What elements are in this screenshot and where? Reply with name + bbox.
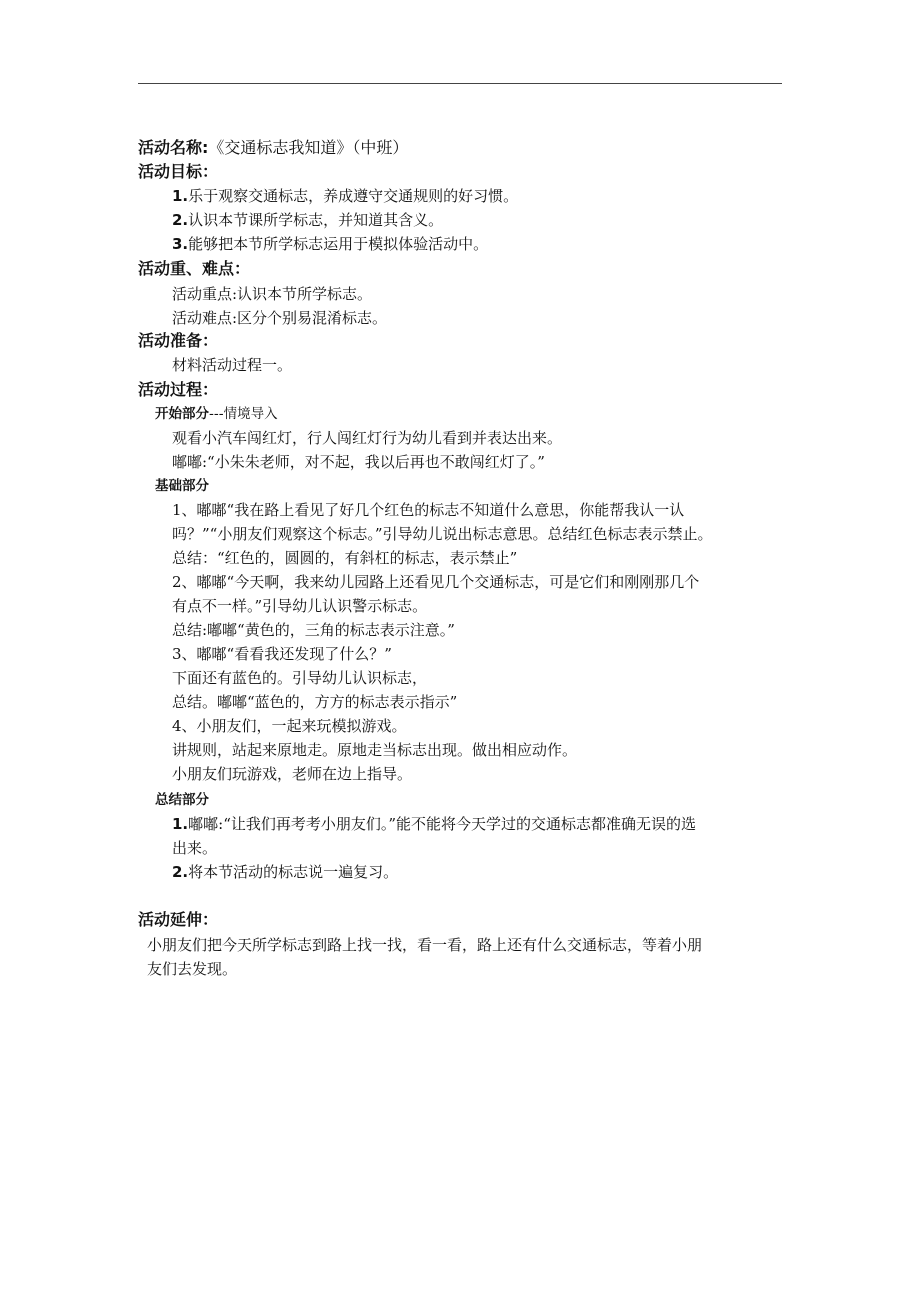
basic-line: 2、嘟嘟“今天啊，我来幼儿园路上还看见几个交通标志，可是它们和刚刚那几个 bbox=[172, 573, 700, 591]
focus-key: 活动重点:认识本节所学标志。 bbox=[172, 285, 373, 303]
header-rule bbox=[138, 83, 782, 84]
summary-item-2: 2.将本节活动的标志说一遍复习。 bbox=[172, 863, 399, 881]
basic-line: 小朋友们玩游戏，老师在边上指导。 bbox=[172, 765, 413, 783]
goal-item-2: 2.认识本节课所学标志，并知道其含义。 bbox=[172, 211, 444, 229]
activity-title-label: 活动名称: bbox=[138, 138, 209, 157]
basic-line: 总结：“红色的，圆圆的，有斜杠的标志，表示禁止” bbox=[172, 549, 518, 567]
basic-line: 1、嘟嘟“我在路上看见了好几个红色的标志不知道什么意思，你能帮我认一认 bbox=[172, 501, 685, 519]
extension-line-2: 友们去发现。 bbox=[147, 960, 238, 978]
summary-item-1: 1.嘟嘟:“让我们再考考小朋友们。”能不能将今天学过的交通标志都准确无误的选 bbox=[172, 815, 697, 833]
activity-title-text: 《交通标志我知道》（中班） bbox=[208, 138, 409, 157]
activity-title-line bbox=[138, 138, 408, 158]
basic-line: 4、小朋友们，一起来玩模拟游戏。 bbox=[172, 717, 407, 735]
summary-section-title: 总结部分 bbox=[155, 792, 209, 808]
process-heading: 活动过程： bbox=[138, 380, 219, 399]
basic-line: 讲规则，站起来原地走。原地走当标志出现。做出相应动作。 bbox=[172, 741, 578, 759]
focus-heading: 活动重、难点： bbox=[138, 259, 251, 278]
basic-line: 有点不一样。”引导幼儿认识警示标志。 bbox=[172, 597, 428, 615]
basic-line: 吗？”“小朋友们观察这个标志。”引导幼儿说出标志意思。总结红色标志表示禁止。 bbox=[172, 525, 713, 543]
prep-heading: 活动准备： bbox=[138, 331, 219, 350]
goals-heading: 活动目标： bbox=[138, 162, 219, 181]
goal-item-1: 1.乐于观察交通标志，养成遵守交通规则的好习惯。 bbox=[172, 187, 519, 205]
prep-text: 材料活动过程一。 bbox=[172, 356, 293, 374]
extension-heading: 活动延伸： bbox=[138, 910, 219, 929]
basic-line: 总结:嘟嘟“黄色的，三角的标志表示注意。” bbox=[172, 621, 455, 639]
focus-difficulty: 活动难点:区分个别易混淆标志。 bbox=[172, 309, 388, 327]
intro-section-title: 开始部分---情境导入 bbox=[155, 406, 278, 422]
basic-section-title: 基础部分 bbox=[155, 478, 209, 494]
extension-line-1: 小朋友们把今天所学标志到路上找一找，看一看，路上还有什么交通标志，等着小朋 bbox=[147, 936, 703, 954]
goal-item-3: 3.能够把本节所学标志运用于模拟体验活动中。 bbox=[172, 235, 489, 253]
intro-line-2: 嘟嘟:“小朱朱老师，对不起，我以后再也不敢闯红灯了。” bbox=[172, 453, 545, 471]
summary-item-1-cont: 出来。 bbox=[172, 839, 218, 857]
basic-line: 总结。嘟嘟“蓝色的，方方的标志表示指示” bbox=[172, 693, 458, 711]
basic-line: 下面还有蓝色的。引导幼儿认识标志， bbox=[172, 669, 428, 687]
intro-line-1: 观看小汽车闯红灯，行人闯红灯行为幼儿看到并表达出来。 bbox=[172, 429, 563, 447]
basic-line: 3、嘟嘟“看看我还发现了什么？” bbox=[172, 645, 392, 663]
